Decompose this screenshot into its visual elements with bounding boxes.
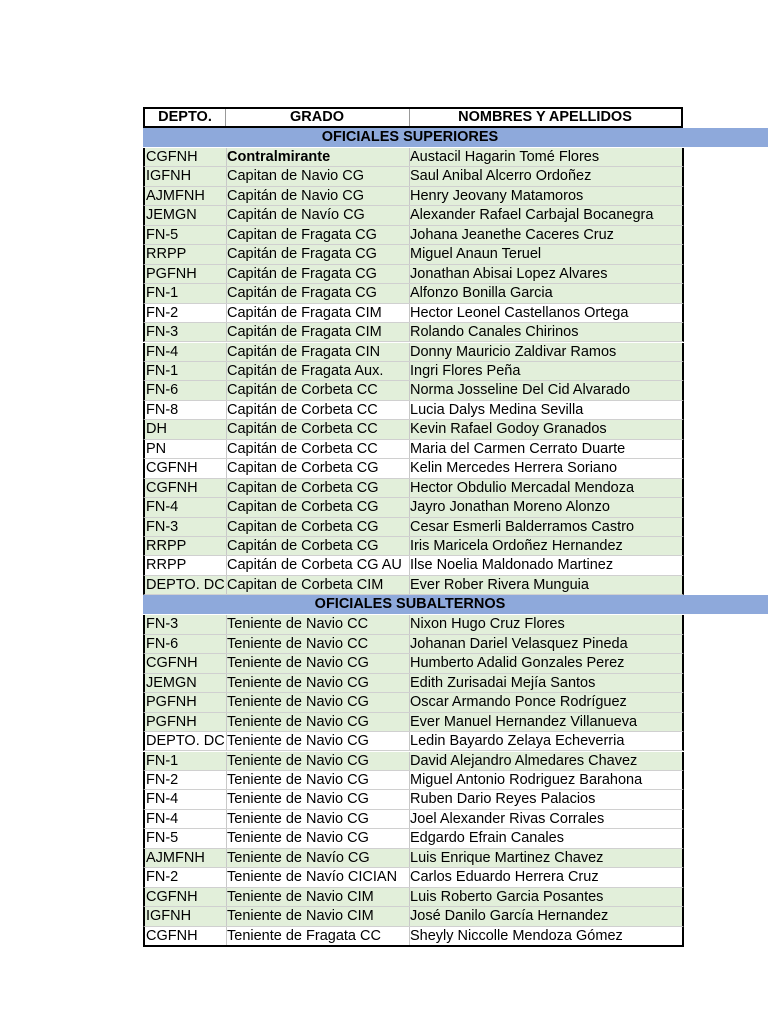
cell-depto: DH <box>145 420 227 438</box>
table-header <box>143 107 683 128</box>
table-row <box>143 693 684 712</box>
cell-nombre: Norma Josseline Del Cid Alvarado <box>410 382 631 399</box>
cell-grado: Capitán de Navio CG <box>226 187 410 205</box>
cell-nombre: David Alejandro Almedares Chavez <box>410 752 638 769</box>
table-row <box>143 148 684 167</box>
cell-depto: FN-4 <box>145 498 227 516</box>
cell-nombre: Iris Maricela Ordoñez Hernandez <box>410 538 623 554</box>
cell-nombre: Miguel Antonio Rodriguez Barahona <box>410 771 643 788</box>
header-grado: GRADO <box>225 109 410 126</box>
cell-depto: RRPP <box>145 556 227 574</box>
cell-depto: IGFNH <box>145 907 227 925</box>
cell-depto: CGFNH <box>145 927 227 945</box>
table-row <box>143 459 684 478</box>
cell-depto: FN-1 <box>145 362 227 380</box>
cell-grado: Capitan de Corbeta CIM <box>226 576 410 594</box>
table-row <box>143 381 684 400</box>
cell-grado: Capitán de Fragata CG <box>226 284 410 302</box>
cell-grado: Capitán de Corbeta CC <box>226 401 410 419</box>
cell-depto: FN-1 <box>145 284 227 302</box>
cell-nombre: Alfonzo Bonilla Garcia <box>410 285 553 302</box>
cell-grado: Capitán de Corbeta CC <box>226 440 410 458</box>
table-row <box>143 304 684 323</box>
cell-grado: Teniente de Navio CG <box>226 732 410 750</box>
cell-depto: FN-6 <box>145 635 227 653</box>
table-row <box>143 576 684 595</box>
cell-grado: Capitán de Fragata CIN <box>226 343 410 361</box>
cell-nombre: Donny Mauricio Zaldivar Ramos <box>410 343 617 360</box>
cell-depto: FN-1 <box>145 752 227 770</box>
cell-grado: Capitán de Corbeta CC <box>226 381 410 399</box>
cell-grado: Capitán de Fragata CIM <box>226 304 410 322</box>
table-row <box>143 245 684 264</box>
table-row <box>143 537 684 556</box>
cell-nombre: Kelin Mercedes Herrera Soriano <box>410 460 618 477</box>
section-title: OFICIALES SUPERIORES <box>321 129 499 145</box>
cell-grado: Capitán de Fragata CG <box>226 265 410 283</box>
cell-grado: Capitán de Fragata Aux. <box>226 362 410 380</box>
cell-nombre: Oscar Armando Ponce Rodríguez <box>410 694 627 711</box>
cell-nombre: Lucia Dalys Medina Sevilla <box>410 401 584 418</box>
cell-depto: DEPTO. DC <box>145 732 227 750</box>
cell-depto: FN-5 <box>145 226 227 244</box>
cell-nombre: Johana Jeanethe Caceres Cruz <box>410 226 614 243</box>
table-row <box>143 323 684 342</box>
cell-nombre: Ever Rober Rivera Munguia <box>410 576 589 593</box>
table-row <box>143 790 684 809</box>
cell-nombre: Ilse Noelia Maldonado Martinez <box>410 557 614 574</box>
table-row <box>143 907 684 926</box>
cell-grado: Contralmirante <box>226 148 410 166</box>
cell-grado: Capitán de Navío CG <box>226 206 410 224</box>
table-row <box>143 362 684 381</box>
cell-depto: FN-2 <box>145 771 227 789</box>
cell-nombre: Austacil Hagarin Tomé Flores <box>410 149 600 165</box>
cell-depto: FN-3 <box>145 615 227 633</box>
cell-nombre: Sheyly Niccolle Mendoza Gómez <box>410 927 623 944</box>
cell-grado: Teniente de Navio CG <box>226 713 410 731</box>
cell-depto: AJMFNH <box>145 849 227 867</box>
table-row <box>143 810 684 829</box>
cell-nombre: Edith Zurisadai Mejía Santos <box>410 674 596 691</box>
cell-grado: Capitan de Corbeta CG <box>226 459 410 477</box>
cell-nombre: Humberto Adalid Gonzales Perez <box>410 655 625 672</box>
cell-depto: FN-8 <box>145 401 227 419</box>
cell-grado: Capitán de Corbeta CC <box>226 420 410 438</box>
cell-grado: Teniente de Navio CG <box>226 829 410 847</box>
table-row <box>143 401 684 420</box>
cell-depto: AJMFNH <box>145 187 227 205</box>
cell-depto: PGFNH <box>145 713 227 731</box>
header-depto: DEPTO. <box>145 109 226 126</box>
cell-grado: Teniente de Navio CIM <box>226 888 410 906</box>
table-row <box>143 440 684 459</box>
cell-depto: DEPTO. DC <box>145 576 227 594</box>
cell-nombre: Jayro Jonathan Moreno Alonzo <box>410 499 610 516</box>
cell-nombre: Ever Manuel Hernandez Villanueva <box>410 713 638 730</box>
table-row <box>143 654 684 673</box>
cell-nombre: Edgardo Efrain Canales <box>410 830 564 847</box>
cell-nombre: Johanan Dariel Velasquez Pineda <box>410 635 628 652</box>
table-row <box>143 868 684 887</box>
cell-nombre: Henry Jeovany Matamoros <box>410 187 584 204</box>
section-header <box>143 128 768 147</box>
table-row <box>143 771 684 790</box>
cell-depto: JEMGN <box>145 206 227 224</box>
cell-depto: FN-4 <box>145 810 227 828</box>
cell-depto: PGFNH <box>145 265 227 283</box>
cell-nombre: Carlos Eduardo Herrera Cruz <box>410 869 599 886</box>
cell-depto: FN-3 <box>145 518 227 536</box>
cell-nombre: Kevin Rafael Godoy Granados <box>410 421 607 438</box>
cell-depto: IGFNH <box>145 167 227 185</box>
cell-grado: Teniente de Navio CC <box>226 635 410 653</box>
cell-grado: Teniente de Navio CG <box>226 790 410 808</box>
cell-grado: Capitan de Navio CG <box>226 167 410 185</box>
cell-grado: Teniente de Fragata CC <box>226 927 410 945</box>
cell-depto: FN-3 <box>145 323 227 341</box>
table-row <box>143 226 684 245</box>
cell-depto: CGFNH <box>145 148 227 166</box>
cell-nombre: Miguel Anaun Teruel <box>410 246 542 263</box>
cell-depto: PGFNH <box>145 693 227 711</box>
cell-nombre: Rolando Canales Chirinos <box>410 324 579 341</box>
table-bottom-border <box>143 945 684 947</box>
cell-grado: Teniente de Navio CG <box>226 654 410 672</box>
table-row <box>143 713 684 732</box>
cell-nombre: Ledin Bayardo Zelaya Echeverria <box>410 733 625 750</box>
header-nombres: NOMBRES Y APELLIDOS <box>458 109 632 125</box>
cell-nombre: Saul Anibal Alcerro Ordoñez <box>410 168 592 185</box>
table-row <box>143 849 684 868</box>
cell-grado: Capitán de Fragata CIM <box>226 323 410 341</box>
cell-nombre: Alexander Rafael Carbajal Bocanegra <box>410 207 654 224</box>
cell-grado: Capitan de Fragata CG <box>226 226 410 244</box>
table-row <box>143 284 684 303</box>
table-row <box>143 635 684 654</box>
cell-depto: RRPP <box>145 537 227 555</box>
table-row <box>143 265 684 284</box>
cell-grado: Teniente de Navio CG <box>226 674 410 692</box>
cell-nombre: Hector Leonel Castellanos Ortega <box>410 304 629 321</box>
cell-nombre: Ruben Dario Reyes Palacios <box>410 791 596 808</box>
cell-depto: FN-4 <box>145 343 227 361</box>
table-row <box>143 927 684 946</box>
cell-nombre: Joel Alexander Rivas Corrales <box>410 810 605 827</box>
table-row <box>143 674 684 693</box>
cell-depto: CGFNH <box>145 654 227 672</box>
cell-depto: FN-2 <box>145 304 227 322</box>
cell-nombre: José Danilo García Hernandez <box>410 908 609 925</box>
table-row <box>143 167 684 186</box>
cell-grado: Teniente de Navio CG <box>226 810 410 828</box>
cell-grado: Capitan de Corbeta CG <box>226 498 410 516</box>
table-row <box>143 732 684 751</box>
cell-grado: Teniente de Navio CG <box>226 771 410 789</box>
cell-depto: PN <box>145 440 227 458</box>
cell-nombre: Ingri Flores Peña <box>410 362 521 379</box>
section-header <box>143 595 768 614</box>
cell-grado: Capitán de Fragata CG <box>226 245 410 263</box>
cell-nombre: Cesar Esmerli Balderramos Castro <box>410 518 635 535</box>
cell-nombre: Hector Obdulio Mercadal Mendoza <box>410 479 635 496</box>
cell-nombre: Nixon Hugo Cruz Flores <box>410 616 565 633</box>
table-row <box>143 498 684 517</box>
cell-depto: FN-6 <box>145 381 227 399</box>
cell-depto: FN-4 <box>145 790 227 808</box>
cell-grado: Teniente de Navío CICIAN <box>226 868 410 886</box>
table-row <box>143 615 684 634</box>
cell-grado: Capitan de Corbeta CG <box>226 479 410 497</box>
cell-depto: CGFNH <box>145 888 227 906</box>
cell-grado: Capitán de Corbeta CG <box>226 537 410 555</box>
cell-grado: Teniente de Navio CG <box>226 752 410 770</box>
cell-depto: CGFNH <box>145 479 227 497</box>
cell-depto: FN-5 <box>145 829 227 847</box>
cell-depto: FN-2 <box>145 868 227 886</box>
cell-depto: CGFNH <box>145 459 227 477</box>
cell-nombre: Luis Roberto Garcia Posantes <box>410 888 604 905</box>
cell-grado: Teniente de Navio CC <box>226 615 410 633</box>
cell-grado: Teniente de Navío CG <box>226 849 410 867</box>
table-row <box>143 343 684 362</box>
cell-grado: Capitán de Corbeta CG AU <box>226 556 410 574</box>
cell-depto: RRPP <box>145 245 227 263</box>
table-row <box>143 479 684 498</box>
cell-nombre: Maria del Carmen Cerrato Duarte <box>410 440 626 457</box>
cell-grado: Teniente de Navio CG <box>226 693 410 711</box>
cell-nombre: Luis Enrique Martinez Chavez <box>410 849 604 866</box>
cell-grado: Capitan de Corbeta CG <box>226 518 410 536</box>
table-row <box>143 518 684 537</box>
table-row <box>143 829 684 848</box>
table-row <box>143 752 684 771</box>
table-row <box>143 556 684 575</box>
table-row <box>143 888 684 907</box>
cell-nombre: Jonathan Abisai Lopez Alvares <box>410 265 608 282</box>
table-row <box>143 206 684 225</box>
table-row <box>143 187 684 206</box>
cell-depto: JEMGN <box>145 674 227 692</box>
table-row <box>143 420 684 439</box>
cell-grado: Teniente de Navio CIM <box>226 907 410 925</box>
section-title: OFICIALES SUBALTERNOS <box>314 596 506 613</box>
